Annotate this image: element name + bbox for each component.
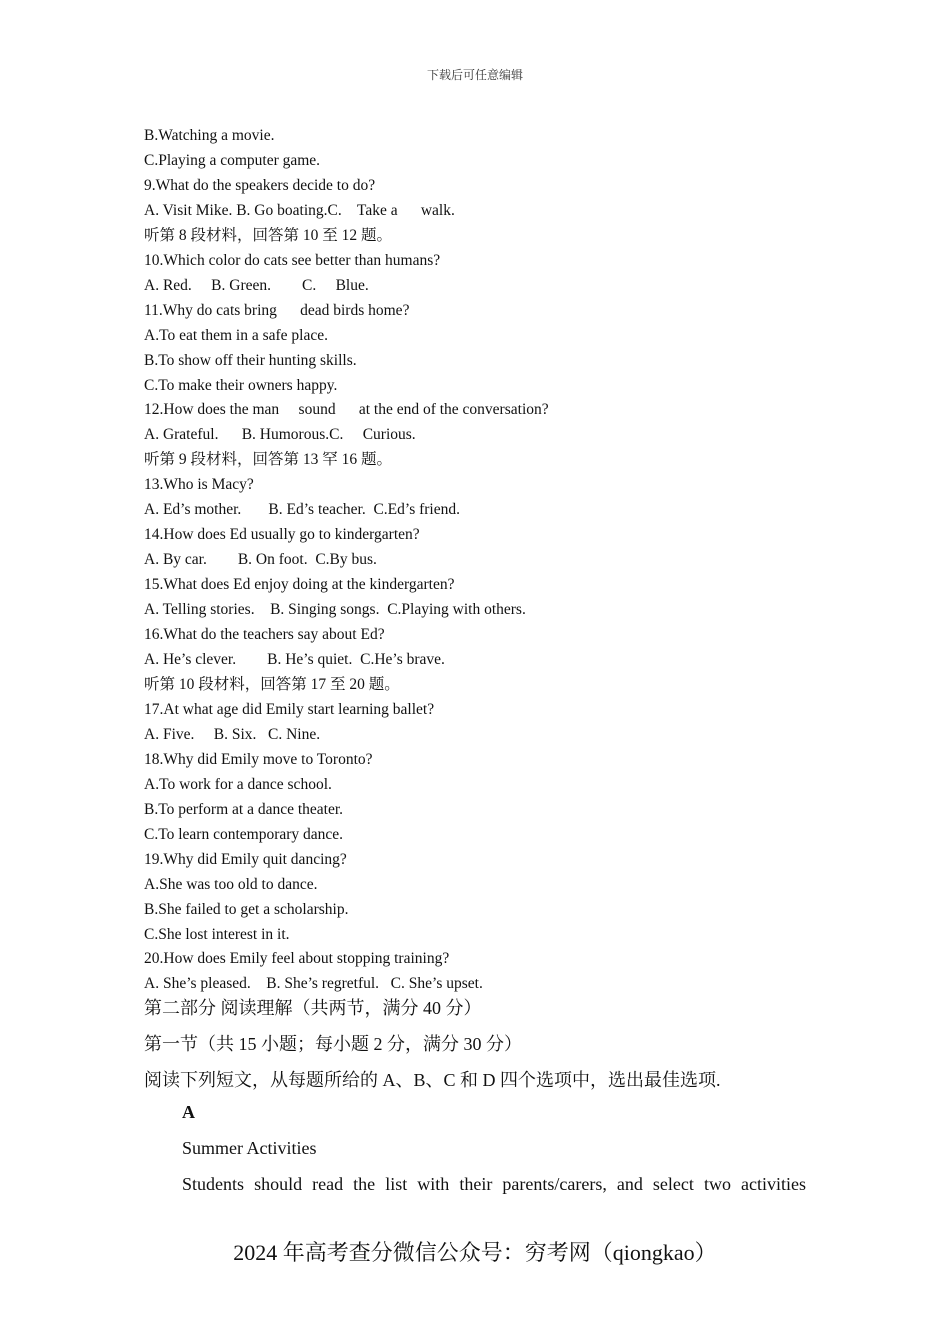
text-line: 20.How does Emily feel about stopping training?: [144, 950, 450, 968]
text-line: A. Ed’s mother. B. Ed’s teacher. C.Ed’s friend.: [144, 501, 460, 519]
section1-title: 第一节（共 15 小题；每小题 2 分，满分 30 分）: [144, 1034, 522, 1054]
text-line: B.Watching a movie.: [144, 127, 275, 144]
text-line: A. Red. B. Green. C. Blue.: [144, 276, 369, 294]
text-line: 15.What does Ed enjoy doing at the kindergarten?: [144, 576, 455, 594]
text-line: 11.Why do cats bring dead birds home?: [144, 301, 410, 319]
text-line: 10.Which color do cats see better than humans?: [144, 251, 441, 269]
text-line: 19.Why did Emily quit dancing?: [144, 850, 347, 868]
text-line: 13.Who is Macy?: [144, 476, 254, 494]
text-line: C.She lost interest in it.: [144, 925, 290, 943]
text-line: A. Grateful. B. Humorous.C. Curious.: [144, 426, 416, 444]
question-list: [144, 124, 824, 997]
text-line: 听第 10 段材料，回答第 17 至 20 题。: [144, 675, 400, 693]
text-line: A.To work for a dance school.: [144, 775, 332, 793]
part2-title: 第二部分 阅读理解（共两节，满分 40 分）: [144, 998, 482, 1018]
text-line: A. Telling stories. B. Singing songs. C.Playing with others.: [144, 601, 526, 619]
text-line: B.To perform at a dance theater.: [144, 800, 344, 818]
text-line: A.To eat them in a safe place.: [144, 326, 328, 344]
text-line: A. Five. B. Six. C. Nine.: [144, 725, 321, 743]
passage-title: Summer Activities: [182, 1138, 317, 1158]
page-footer: 2024 年高考查分微信公众号：穷考网（qiongkao）: [233, 1240, 717, 1265]
text-line: A. Visit Mike. B. Go boating.C. Take a walk.: [144, 201, 455, 219]
passage-text: Students should read the list with their parents/carers, and select two activities: [182, 1174, 806, 1194]
text-line: C.To learn contemporary dance.: [144, 825, 344, 843]
text-line: B.To show off their hunting skills.: [144, 351, 357, 369]
text-line: A. He’s clever. B. He’s quiet. C.He’s brave.: [144, 651, 445, 669]
instructions: 阅读下列短文，从每题所给的 A、B、C 和 D 四个选项中，选出最佳选项.: [144, 1070, 721, 1090]
text-line: C.To make their owners happy.: [144, 376, 338, 394]
text-line: 9.What do the speakers decide to do?: [144, 176, 376, 194]
passage-letter: A: [182, 1102, 195, 1122]
text-line: 17.At what age did Emily start learning ballet?: [144, 700, 435, 718]
text-line: A. She’s pleased. B. She’s regretful. C. She’s upset.: [144, 975, 483, 993]
text-line: A.She was too old to dance.: [144, 875, 318, 893]
text-line: 听第 8 段材料，回答第 10 至 12 题。: [144, 226, 393, 244]
text-line: 听第 9 段材料，回答第 13 罕 16 题。: [144, 451, 393, 469]
page-header: 下载后可任意编辑: [426, 68, 523, 82]
text-line: A. By car. B. On foot. C.By bus.: [144, 551, 377, 569]
text-line: 12.How does the man sound at the end of the conversation?: [144, 401, 549, 419]
text-line: C.Playing a computer game.: [144, 151, 321, 169]
text-line: 14.How does Ed usually go to kindergarten?: [144, 526, 420, 544]
text-line: B.She failed to get a scholarship.: [144, 900, 349, 918]
text-line: 18.Why did Emily move to Toronto?: [144, 750, 373, 768]
text-line: 16.What do the teachers say about Ed?: [144, 626, 385, 644]
